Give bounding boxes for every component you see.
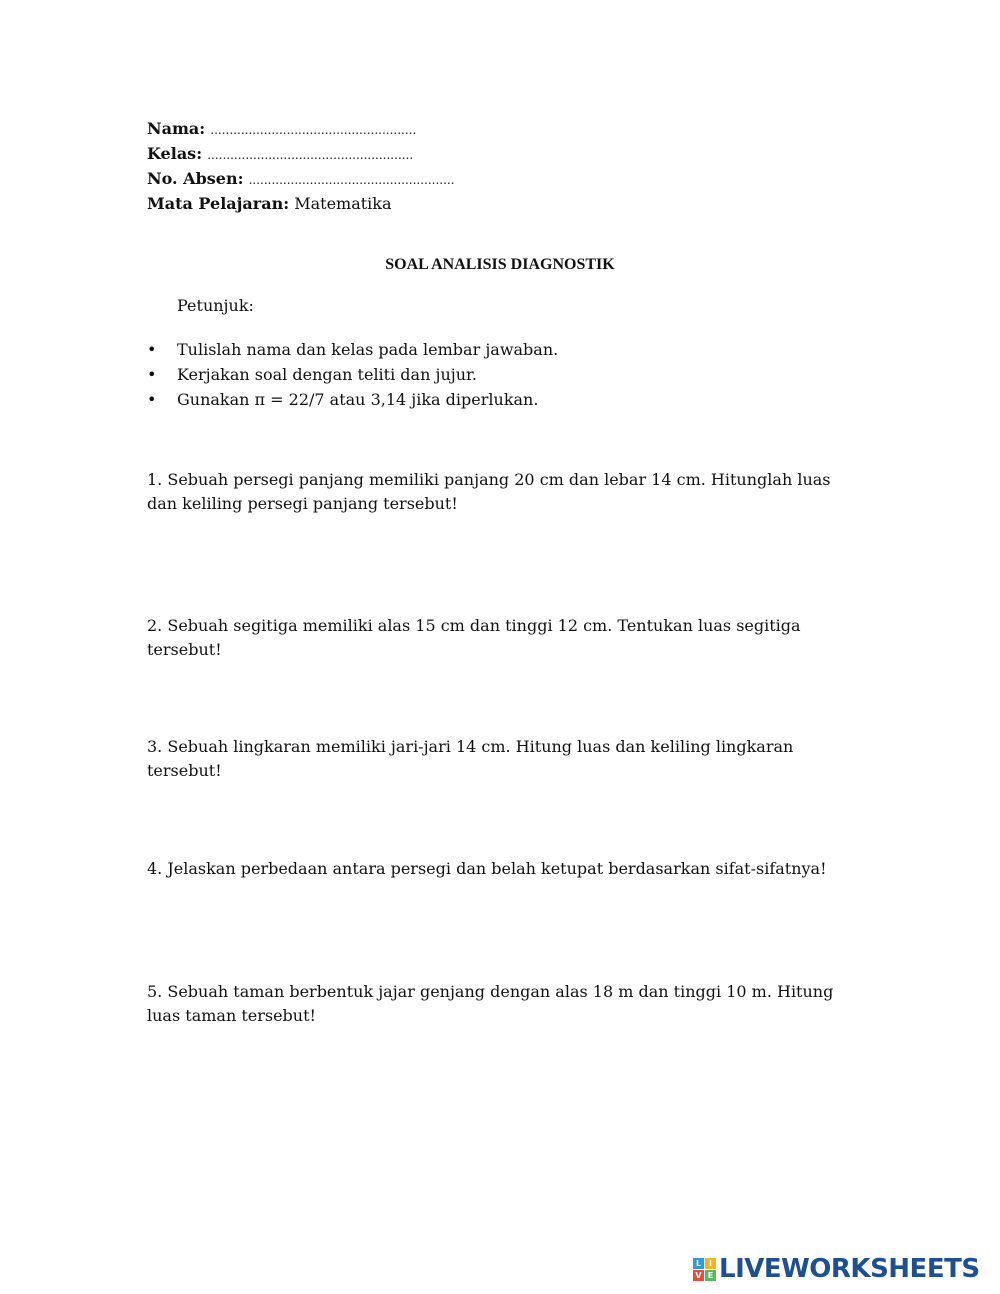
- logo-mark-letter: L: [693, 1258, 704, 1269]
- kelas-blank: ......................................................: [207, 148, 414, 162]
- instructions-list: [147, 337, 558, 412]
- nama-blank: ......................................................: [210, 123, 417, 137]
- question-2: 2. Sebuah segitiga memiliki alas 15 cm dan tinggi 12 cm. Tentukan luas segitiga tersebut!: [147, 616, 801, 659]
- question-5: 5. Sebuah taman berbentuk jajar genjang dengan alas 18 m dan tinggi 10 m. Hitung luas taman tersebut!: [147, 982, 834, 1025]
- student-info: [147, 117, 455, 216]
- absen-row: [147, 167, 455, 192]
- mapel-row: [147, 192, 455, 216]
- liveworksheets-logo: [693, 1254, 980, 1284]
- question-4: 4. Jelaskan perbedaan antara persegi dan belah ketupat berdasarkan sifat-sifatnya!: [147, 859, 827, 878]
- bullet-icon: •: [147, 365, 157, 384]
- logo-mark-letter: I: [705, 1258, 716, 1269]
- mapel-label: Mata Pelajaran:: [147, 194, 290, 213]
- nama-row: [147, 117, 455, 142]
- instruction-item: • Kerjakan soal dengan teliti dan jujur.: [147, 362, 558, 387]
- kelas-row: [147, 142, 455, 167]
- question-1: 1. Sebuah persegi panjang memiliki panjang 20 cm dan lebar 14 cm. Hitunglah luas dan keliling persegi panjang tersebut!: [147, 470, 831, 513]
- instructions-heading: Petunjuk:: [177, 296, 254, 315]
- logo-text: LIVEWORKSHEETS: [719, 1254, 980, 1284]
- bullet-icon: •: [147, 390, 157, 409]
- kelas-label: Kelas:: [147, 144, 203, 163]
- instruction-item: • Tulislah nama dan kelas pada lembar jawaban.: [147, 337, 558, 362]
- question-3: 3. Sebuah lingkaran memiliki jari-jari 14 cm. Hitung luas dan keliling lingkaran tersebut!: [147, 737, 794, 780]
- bullet-icon: •: [147, 340, 157, 359]
- absen-blank: ......................................................: [248, 173, 455, 187]
- nama-label: Nama:: [147, 119, 206, 138]
- page-title: SOAL ANALISIS DIAGNOSTIK: [385, 256, 615, 273]
- mapel-value: Matematika: [294, 194, 392, 213]
- absen-label: No. Absen:: [147, 169, 244, 188]
- liveworksheets-mark-icon: [693, 1258, 716, 1281]
- logo-mark-letter: V: [693, 1270, 704, 1281]
- instruction-item: • Gunakan π = 22/7 atau 3,14 jika diperlukan.: [147, 387, 558, 412]
- logo-mark-letter: E: [705, 1270, 716, 1281]
